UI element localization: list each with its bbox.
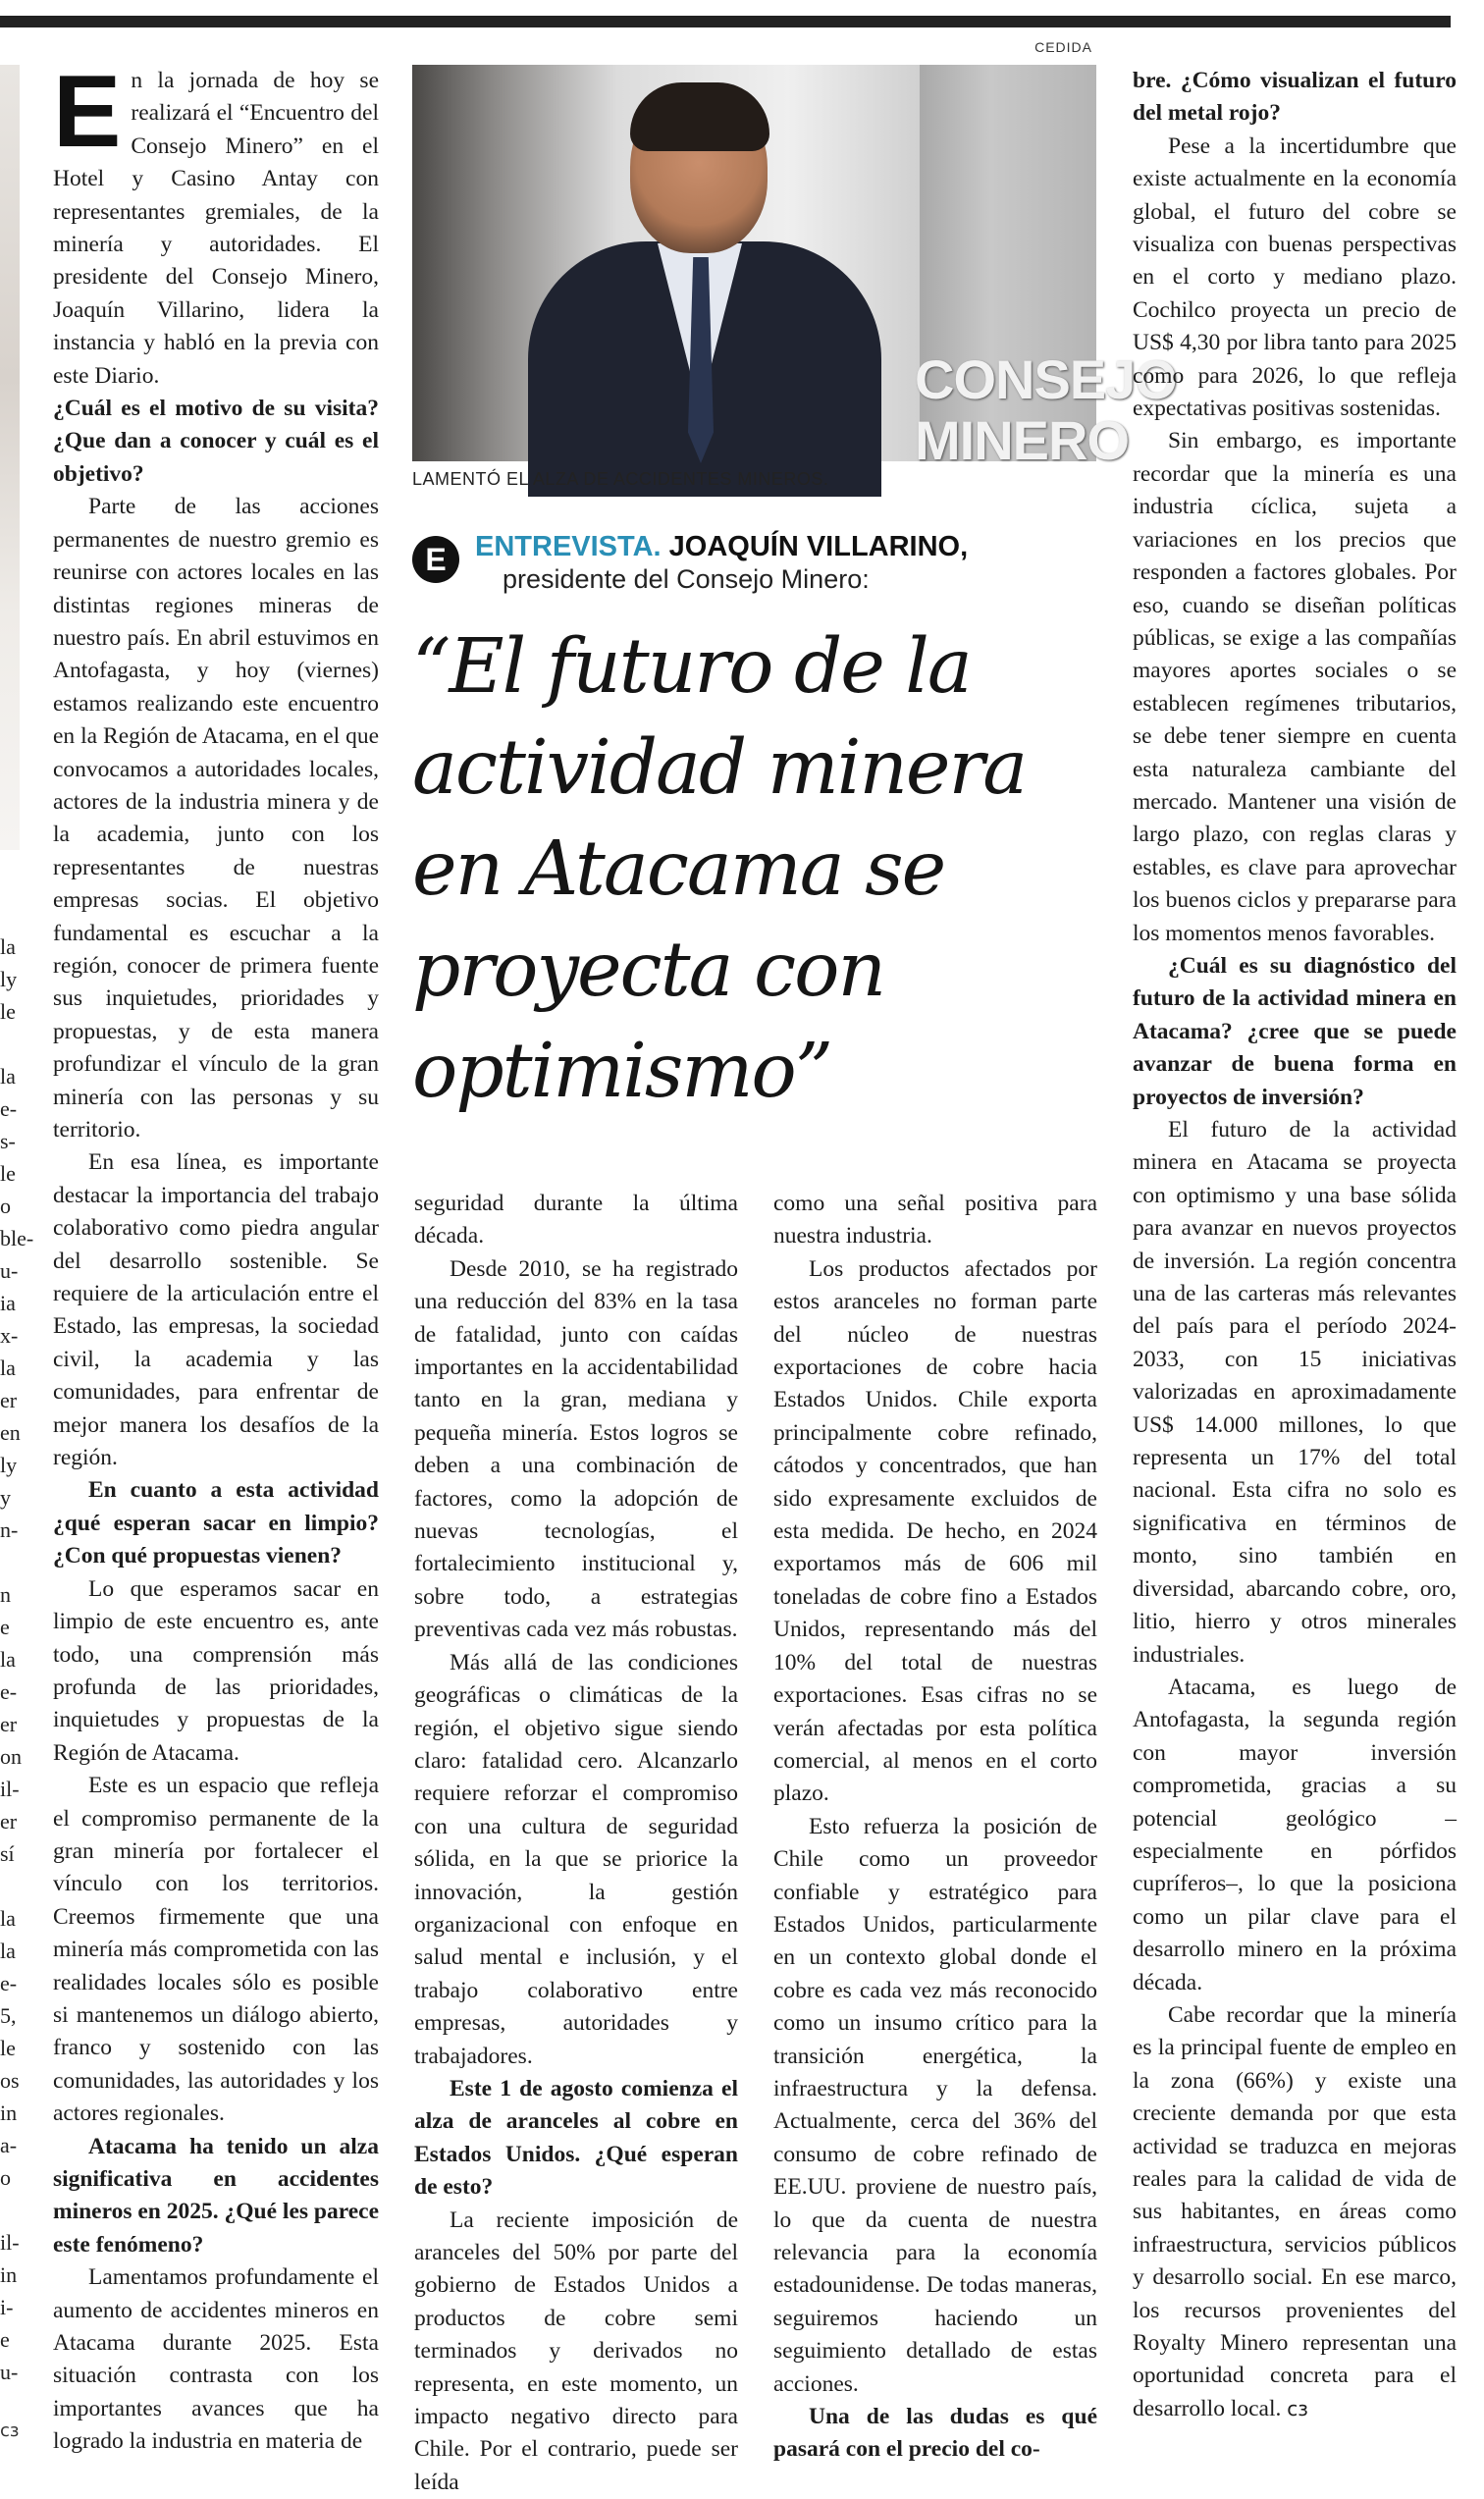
article-column-2 [414,1188,738,2499]
consejo-minero-sign [915,348,1177,471]
fragment-line: ly [0,1453,18,1477]
fragment-line: in [0,2262,18,2287]
answer-1: Parte de las acciones permanentes de nuestro gremio es reunirse con actores locales en las distintas regiones mineras de nuestro país. En abril estuvimos en Antofagasta, y hoy (viernes) estamos realizando este encuentro en la Región de Atacama, en el que convocamos a autoridades locales, actores de la industria minera y de la academia, junto con los representantes de nuestras empresas socias. El objetivo fundamental es escuchar a la región, conocer de primera fuente sus inquietudes, prioridades y propuestas, y de esta manera profundizar el vínculo de la gran minería con las personas y su territorio. [53,494,379,1143]
fragment-line: la [0,1064,16,1089]
answer-1b: En esa línea, es importante destacar la importancia del trabajo colaborativo como piedra angular del desarrollo sostenible. Se requiere de la articulación entre el Estado, las empresas, la sociedad civil, la academia y las comunidades, para enfrentar de mejor manera los desafíos de la región. [53,1149,379,1471]
sign-line-2: MINERO [915,409,1129,471]
fragment-line: os [0,2068,20,2093]
article-column-1 [53,55,380,2459]
answer-2: Lo que esperamos sacar en limpio de este encuentro es, ante todo, una comprensión más profunda de las prioridades, inquietudes y propuestas de la Región de Atacama. [53,1575,379,1766]
col4-p1: Pese a la incertidumbre que existe actualmente en la economía global, el futuro del cobre se visualiza con buenas perspectivas en el corto y mediano plazo. Cochilco proyecta un precio de US$ 4,30 por libra tanto para 2025 como para 2026, lo que refleja expectativas positivas sostenidas. [1133,133,1457,422]
fragment-line: u- [0,2360,19,2384]
kicker-line-1 [475,530,968,563]
headline: “El futuro de la actividad minera en Atacama se proyecta con optimismo” [412,623,1027,1115]
fragment-line: il- [0,2230,20,2255]
col3-p2: Los productos afectados por estos aranceles no forman parte del núcleo de nuestras exportaciones de cobre hacia Estados Unidos. Chile exporta principalmente cobre refinado, cátodos y concentrados, que han sido expresamente excluidos de esta medida. De hecho, en 2024 exportamos más de 606 mil toneladas de cobre fino a Estados Unidos, representando más del 10% del total de nuestras exportaciones. Esas cifras no se verán afectadas por esta política comercial, al menos en el corto plazo. [773,1255,1097,1807]
fragment-line: o [0,2165,11,2190]
fragment-line: x- [0,1323,19,1348]
portrait-hair [630,82,769,151]
fragment-line: la [0,1906,16,1931]
question-2: En cuanto a esta actividad ¿qué esperan sacar en limpio? ¿Con qué propuestas vienen? [53,1477,379,1569]
article-column-3 [773,1188,1097,2467]
photo-credit: CEDIDA [1034,39,1092,55]
fragment-line: s- [0,1129,16,1153]
fragment-line: il- [0,1777,20,1801]
question-4: Este 1 de agosto comienza el alza de aranceles al cobre en Estados Unidos. ¿Qué esperan de esto? [414,2075,738,2201]
question-1: ¿Cuál es el motivo de su visita? ¿Que dan a conocer y cuál es el objetivo? [53,396,379,487]
fragment-line: la [0,1647,16,1672]
fragment-line: la [0,1939,16,1963]
fragment-line: ia [0,1291,16,1315]
answer-3: Lamentamos profundamente el aumento de accidentes mineros en Atacama durante 2025. Esta situación contrasta con los importantes avances que ha logrado la industria en materia de [53,2264,379,2455]
article-column-4 [1133,65,1457,2425]
fragment-line: sí [0,1841,15,1866]
fragment-line: in [0,2100,18,2125]
previous-article-fragment [0,65,34,2460]
previous-end-mark: cɜ [0,2420,20,2441]
fragment-line: e- [0,1096,18,1121]
fragment-line: le [0,1161,16,1186]
lead-paragraph [53,55,379,393]
fragment-line: e- [0,1679,18,1704]
fragment-line: le [0,2036,16,2060]
fragment-line: i- [0,2295,14,2319]
fragment-line: en [0,1420,21,1445]
col4-p3: El futuro de la actividad minera en Atacama se proyecta con optimismo y una base sólida para avanzar en nuevos proyectos de inversión. La región concentra una de las carteras más relevantes del país para el período 2024-2033, con 15 iniciativas valorizadas en aproximadamente US$ 14.000 millones, lo que representa un 17% del total nacional. Esta cifra no solo es significativa en términos de monto, sino también en diversidad, abarcando cobre, oro, litio, hierro y otros minerales industriales. [1133,1117,1457,1668]
kicker-name: JOAQUÍN VILLARINO, [668,531,969,562]
drop-cap: E [53,55,122,169]
fragment-line: e [0,2327,10,2352]
fragment-line: e- [0,1971,18,1995]
previous-text-fragment [0,930,34,2388]
lead-text: n la jornada de hoy se realizará el “Encuentro del Consejo Minero” en el Hotel y Casino Antay con representantes gremiales, de la minería y autoridades. El presidente del Consejo Minero, Joaquín Villarino, lidera la instancia y habló en la previa con este Diario. [53,68,379,389]
fragment-line: 5, [0,2003,17,2028]
kicker-label: ENTREVISTA. [475,531,662,562]
photo-caption: LAMENTÓ EL ALZA DE ACCIDENTES MINEROS. [412,469,829,489]
col4-p2: Sin embargo, es importante recordar que la minería es una industria cíclica, sujeta a variaciones en los precios que responden a factores globales. Por eso, cuando se diseñan políticas públicas, se exige a las compañías mayores aportes sociales o se establecen regímenes tributarios, se debe tener siempre en cuenta esta naturaleza cambiante del mercado. Mantener una visión de largo plazo, con reglas claras y estables, es clave para aprovechar los buenos ciclos y prepararse para los momentos menos favorables. [1133,428,1457,946]
col2-p4: La reciente imposición de aranceles del 50% por parte del gobierno de Estados Unidos a productos de cobre semi terminados y derivados no representa, en este momento, un impacto negativo directo para Chile. Por el contrario, puede ser leída [414,2207,738,2495]
kicker-role: presidente del Consejo Minero: [503,564,870,594]
col3-p1: como una señal positiva para nuestra industria. [773,1191,1097,1250]
question-6: ¿Cuál es su diagnóstico del futuro de la actividad minera en Atacama? ¿cree que se puede avanzar de buena forma en proyectos de inversión? [1133,952,1457,1110]
fragment-line: on [0,1744,22,1769]
fragment-line: ly [0,967,18,991]
col4-p5 [1133,1999,1457,2425]
fragment-line [0,1028,20,1060]
col2-p2: Desde 2010, se ha registrado una reducción del 83% en la tasa de fatalidad, junto con caídas importantes en la accidentabilidad tanto en la gran, mediana y pequeña minería. Estos logros se deben a una combinación de factores, como la adopción de nuevas tecnologías, el fortalecimiento institucional y, sobre todo, a estrategias preventivas cada vez más robustas. [414,1255,738,1643]
end-mark-icon: cɜ [1287,2396,1308,2420]
question-5: Una de las dudas es qué pasará con el precio del co- [773,2404,1097,2463]
col3-p3: Esto refuerza la posición de Chile como un proveedor confiable y estratégico para Estados Unidos, particularmente en un contexto global donde el cobre es cada vez más reconocido como un insumo crítico para la transición energética, la infraestructura y la defensa. Actualmente, cerca del 36% del consumo de cobre refinado de EE.UU. proviene de nuestro país, lo que da cuenta de nuestra relevancia para la economía estadounidense. De todas maneras, seguiremos haciendo un seguimiento detallado de estas acciones. [773,1813,1097,2397]
col2-p3: Más allá de las condiciones geográficas o climáticas de la región, el objetivo sigue siendo claro: fatalidad cero. Alcanzarlo requiere reforzar el compromiso con una cultura de seguridad sólida, en la que se priorice la innovación, la gestión organizacional con enfoque en salud mental e inclusión, y el trabajo colaborativo entre empresas, autoridades y trabajadores. [414,1649,738,2069]
fragment-line: er [0,1712,18,1736]
top-rule [0,16,1451,27]
interviewee-photo [412,65,1177,471]
fragment-line: e [0,1615,10,1639]
col4-p5-text: Cabe recordar que la minería es la principal fuente de empleo en la zona (66%) y existe una creciente demanda por que esta actividad se traduzca en mejoras reales para la calidad de vida de sus habitantes, en áreas como infraestructura, servicios públicos y desarrollo social. En ese marco, los recursos provenientes del Royalty Minero representan una oportunidad concreta para el desarrollo local. [1133,2001,1457,2421]
fragment-line: u- [0,1258,19,1283]
fragment-line: la [0,1356,16,1380]
question-5-cont: bre. ¿Cómo visualizan el futuro del metal rojo? [1133,68,1457,127]
fragment-line: n [0,1582,11,1607]
fragment-line: n- [0,1517,19,1542]
question-3: Atacama ha tenido un alza significativa en accidentes mineros en 2025. ¿Qué les parece este fenómeno? [53,2133,380,2258]
fragment-line: y [0,1485,11,1510]
fragment-line [0,1546,20,1578]
fragment-line [0,2194,20,2226]
col4-p4: Atacama, es luego de Antofagasta, la segunda región con mayor inversión comprometida, gracias a su potencial geológico –especialmente en pórfidos cupríferos–, lo que la posiciona como un pilar clave para el desarrollo minero en la próxima década. [1133,1674,1457,1995]
sign-line-1: CONSEJO [915,348,1177,410]
fragment-line: ble- [0,1226,34,1250]
answer-2b: Este es un espacio que refleja el compromiso permanente de la gran minería por fortalecer el vínculo con los territorios. Creemos firmemente que una minería más comprometida con las realidades locales sólo es posible si mantenemos un diálogo abierto, franco y sostenido con las comunidades, las autoridades y los actores regionales. [53,1773,379,2127]
fragment-line: o [0,1194,11,1218]
fragment-line: er [0,1388,18,1412]
fragment-line: er [0,1809,18,1834]
fragment-line: le [0,999,16,1024]
fragment-line: la [0,934,16,959]
section-badge-icon: E [412,536,459,583]
fragment-line: a- [0,2133,18,2157]
previous-photo-fragment [0,65,20,850]
fragment-line [0,1870,20,1902]
col2-p1: seguridad durante la última década. [414,1191,738,1250]
